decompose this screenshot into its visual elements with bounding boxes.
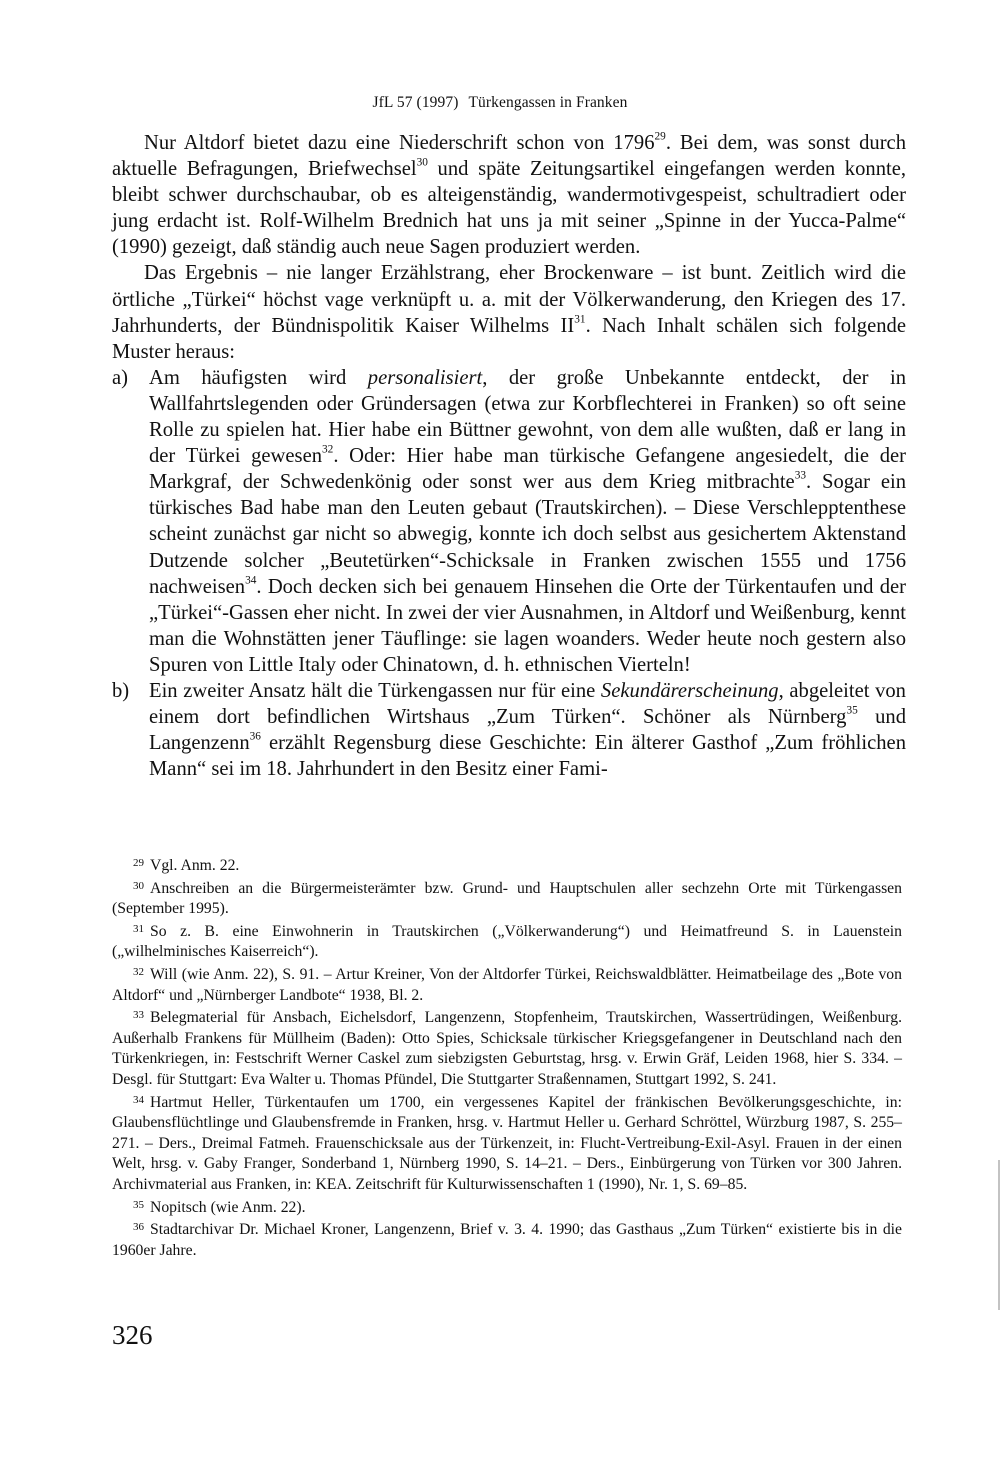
footnote: 29 Vgl. Anm. 22.	[133, 857, 240, 874]
emphasis: personalisiert	[367, 366, 483, 389]
footnote-ref: 31	[574, 313, 586, 326]
article-title: Türkengassen in Franken	[468, 94, 628, 111]
footnote: 33 Belegmaterial für Ansbach, Eichelsdorf, Langenzenn, Stopfenheim, Trautskirchen, Wassertrüdingen, Weißenburg. Außerhalb Frankens für Müllheim (Baden): Otto Spies, Schicksale türkischer Kriegsgefangener in Deutschland nach den Türkenkriegen, in: Festschrift Werner Caskel zum siebzigsten Geburtstag, hrsg. v. Erwin Gräf, Leiden 1968, hier S. 334. – Desgl. für Stuttgart: Eva Walter u. Thomas Pfündel, Die Stuttgarter Straßennamen, Stuttgart 1992, S. 241.	[112, 1009, 902, 1088]
journal-reference: JfL 57 (1997)	[372, 94, 459, 111]
running-head	[0, 94, 1000, 112]
footnote: 36 Stadtarchivar Dr. Michael Kroner, Langenzenn, Brief v. 3. 4. 1990; das Gasthaus „Zum Türken“ existierte bis in die 1960er Jahre.	[112, 1221, 902, 1259]
footnote-ref: 34	[245, 573, 257, 586]
footnote-text: Will (wie Anm. 22), S. 91. – Artur Kreiner, Von der Altdorfer Türkei, Reichswaldblätter. Heimatbeilage des „Bote von Altdorf“ und „Nürnberger Landbote“ 1938, Bl. 2.	[112, 965, 902, 1004]
emphasis: Sekundärerscheinung	[600, 679, 779, 702]
footnotes	[112, 856, 902, 1263]
footnote-ref: 32	[322, 443, 334, 456]
list-item	[112, 678, 906, 782]
footnote: 35 Nopitsch (wie Anm. 22).	[133, 1198, 306, 1216]
footnote-text: Hartmut Heller, Türkentaufen um 1700, ein vergessenes Kapitel der fränkischen Bevölkerungsgeschichte, in: Glaubensflüchtlinge und Glaubensfremde in Franken, hrsg. v. Hartmut Heller u. Gerhard Schröttel, Würzburg 1987, S. 255–271. – Ders., Dreimal Fatmeh. Frauenschicksale aus der Türkenzeit, in: Flucht-Vertreibung-Exil-Asyl. Frauen in der einen Welt, hrsg. v. Gaby Franger, Sonderband 1, Nürnberg 1990, S. 14–21. – Ders., Einbürgerung von Türken vor 300 Jahren. Archivmaterial aus Franken, in: KEA. Zeitschrift für Kulturwissenschaften 1 (1990), Nr. 1, S. 69–85.	[112, 1093, 902, 1193]
page-number: 326	[112, 1320, 153, 1350]
footnote: 30 Anschreiben an die Bürgermeisterämter bzw. Grund- und Hauptschulen aller sechzehn Orte mit Türkengassen (September 1995).	[112, 879, 902, 918]
footnote-text: Nopitsch (wie Anm. 22).	[150, 1198, 306, 1216]
footnote-ref: 29	[654, 130, 666, 143]
footnote-text: Stadtarchivar Dr. Michael Kroner, Langenzenn, Brief v. 3. 4. 1990; das Gasthaus „Zum Türken“ existierte bis in die 1960er Jahre.	[112, 1221, 902, 1259]
enumerated-list	[112, 365, 906, 783]
footnote-ref: 36	[249, 730, 261, 743]
footnote-text: Belegmaterial für Ansbach, Eichelsdorf, Langenzenn, Stopfenheim, Trautskirchen, Wassertrüdingen, Weißenburg. Außerhalb Frankens für Müllheim (Baden): Otto Spies, Schicksale türkischer Kriegsgefangener in Deutschland nach den Türkenkriegen, in: Festschrift Werner Caskel zum siebzigsten Geburtstag, hrsg. v. Erwin Gräf, Leiden 1968, hier S. 334. – Desgl. für Stuttgart: Eva Walter u. Thomas Pfündel, Die Stuttgarter Straßennamen, Stuttgart 1992, S. 241.	[112, 1009, 902, 1088]
footnote: 31 So z. B. eine Einwohnerin in Trautskirchen („Völkerwanderung“) und Heimatfreund S. in Lauenstein („wilhelminisches Kaiserreich“).	[112, 922, 902, 961]
list-item	[112, 365, 906, 678]
footnote-ref: 30	[416, 156, 428, 169]
main-text	[112, 130, 906, 782]
list-label: b)	[112, 679, 130, 702]
footnote-text: So z. B. eine Einwohnerin in Trautskirchen („Völkerwanderung“) und Heimatfreund S. in Lauenstein („wilhelminisches Kaiserreich“).	[112, 922, 902, 961]
list-label: a)	[112, 366, 128, 389]
footnote-ref: 33	[794, 469, 807, 482]
paragraph: Das Ergebnis – nie langer Erzählstrang, eher Brockenware – ist bunt. Zeitlich wird die örtliche „Türkei“ höchst vage verknüpft u. a. mit der Völkerwanderung, den Kriegen des 17. Jahrhunderts, der Bündnispolitik Kaiser Wilhelms II$^{31}$. Nach Inhalt schälen sich folgende Muster heraus:	[112, 262, 906, 363]
footnote-text: Vgl. Anm. 22.	[150, 857, 240, 874]
paragraph: Nur Altdorf bietet dazu eine Niederschrift schon von 1796$^{29}$. Bei dem, was sonst durch aktuelle Befragungen, Briefwechsel$^{30}$ und späte Zeitungsartikel eingefangen werden konnte, bleibt schwer durchschaubar, ob es alteigenständig, wandermotivgespeist, schultradiert oder jung erdacht ist. Rolf-Wilhelm Brednich hat uns ja mit seiner „Spinne in der Yucca-Palme“ (1990) gezeigt, daß ständig auch neue Sagen produziert werden.	[112, 130, 906, 259]
list-item-text: Am häufigsten wird personalisiert, der große Unbekannte entdeckt, der in Wallfahrtslegenden oder Gründersagen (etwa zur Korbflechterei in Franken) so oft seine Rolle zu spielen hat. Hier habe ein Büttner gewohnt, von dem alle wußten, daß er lang in der Türkei gewesen$^{32}$. Oder: Hier habe man türkische Gefangene angesiedelt, die der Markgraf, der Schwedenkönig oder sonst wer aus dem Krieg mitbrachte$^{33}$. Sogar ein türkisches Bad habe man den Leuten gebaut (Trautskirchen). – Diese Verschlepptenthese scheint zunächst gar nicht so abwegig, konnte ich doch selbst aus gesichertem Aktenstand Dutzende solcher „Beutetürken“-Schicksale in Franken zwischen 1555 und 1756 nachweisen$^{34}$. Doch decken sich bei genauem Hinsehen die Orte der Türkentaufen und der „Türkei“-Gassen eher nicht. In zwei der vier Ausnahmen, in Altdorf und Weißenburg, kennt man die Wohnstätten jener Täuflinge: sie lagen woanders. Weder heute noch gestern also Spuren von Little Italy oder Chinatown, d. h. ethnischen Vierteln!	[149, 366, 907, 676]
list-item-text: Ein zweiter Ansatz hält die Türkengassen nur für eine Sekundärerscheinung, abgeleitet von einem dort befindlichen Wirtshaus „Zum Türken“. Schöner als Nürnberg$^{35}$ und Langenzenn$^{36}$ erzählt Regensburg diese Geschichte: Ein älterer Gasthof „Zum fröhlichen Mann“ sei im 18. Jahrhundert in den Besitz einer Fami-	[149, 679, 906, 781]
footnote-ref: 35	[846, 704, 858, 717]
footnote: 32 Will (wie Anm. 22), S. 91. – Artur Kreiner, Von der Altdorfer Türkei, Reichswaldblätter. Heimatbeilage des „Bote von Altdorf“ und „Nürnberger Landbote“ 1938, Bl. 2.	[112, 965, 902, 1004]
footnote-text: Anschreiben an die Bürgermeisterämter bzw. Grund- und Hauptschulen aller sechzehn Orte mit Türkengassen (September 1995).	[112, 879, 902, 918]
footnote: 34 Hartmut Heller, Türkentaufen um 1700, ein vergessenes Kapitel der fränkischen Bevölkerungsgeschichte, in: Glaubensflüchtlinge und Glaubensfremde in Franken, hrsg. v. Hartmut Heller u. Gerhard Schröttel, Würzburg 1987, S. 255–271. – Ders., Dreimal Fatmeh. Frauenschicksale aus der Türkenzeit, in: Flucht-Vertreibung-Exil-Asyl. Frauen in der einen Welt, hrsg. v. Gaby Franger, Sonderband 1, Nürnberg 1990, S. 14–21. – Ders., Einbürgerung von Türken vor 300 Jahren. Archivmaterial aus Franken, in: KEA. Zeitschrift für Kulturwissenschaften 1 (1990), Nr. 1, S. 69–85.	[112, 1093, 902, 1193]
